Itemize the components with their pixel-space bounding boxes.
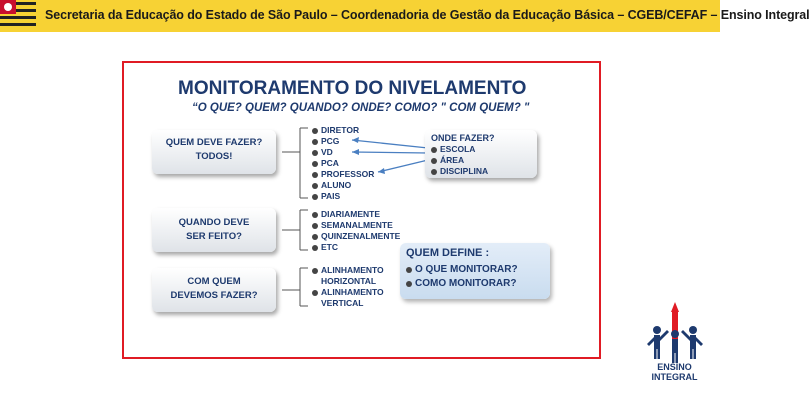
bullet-icon bbox=[406, 267, 412, 273]
bullet-icon bbox=[312, 268, 318, 274]
list-item: PAIS bbox=[312, 191, 374, 202]
logo-text bbox=[637, 362, 712, 382]
bullet-icon bbox=[312, 245, 318, 251]
when-box-line2: SER FEITO? bbox=[186, 231, 242, 242]
list-item: PCG bbox=[312, 136, 374, 147]
list-item: ALINHAMENTO bbox=[312, 265, 384, 276]
list-item: QUINZENALMENTE bbox=[312, 231, 400, 242]
header-bar bbox=[0, 0, 810, 32]
bullet-icon bbox=[312, 212, 318, 218]
who-box-line2: TODOS! bbox=[195, 151, 233, 162]
diagram-subtitle: “O QUE? QUEM? QUANDO? ONDE? COMO? " COM QUEM? " bbox=[192, 102, 530, 114]
list-item: ALUNO bbox=[312, 180, 374, 191]
list-item: DIARIAMENTE bbox=[312, 209, 400, 220]
with-whom-box-line2: DEVEMOS FAZER? bbox=[170, 290, 258, 301]
list-item: DIRETOR bbox=[312, 125, 374, 136]
bullet-icon bbox=[431, 169, 437, 175]
list-item: SEMANALMENTE bbox=[312, 220, 400, 231]
where-list bbox=[431, 133, 495, 177]
bullet-icon bbox=[312, 139, 318, 145]
list-item: PCA bbox=[312, 158, 374, 169]
list-item: ETC bbox=[312, 242, 400, 253]
logo-line2: INTEGRAL bbox=[651, 372, 698, 382]
quem-define-box bbox=[400, 243, 550, 299]
who-list bbox=[312, 125, 374, 202]
diagram-title: MONITORAMENTO DO NIVELAMENTO bbox=[178, 78, 527, 99]
bullet-icon bbox=[312, 290, 318, 296]
list-item: COMO MONITORAR? bbox=[406, 277, 518, 291]
bullet-icon bbox=[431, 158, 437, 164]
sao-paulo-flag-icon bbox=[0, 0, 36, 32]
list-item: VD bbox=[312, 147, 374, 158]
where-box bbox=[425, 130, 537, 178]
when-list bbox=[312, 209, 400, 253]
who-box-line1: QUEM DEVE FAZER? bbox=[165, 137, 263, 148]
with-whom-box bbox=[152, 268, 276, 312]
list-item: ALINHAMENTO bbox=[312, 287, 384, 298]
header-title: Secretaria da Educação do Estado de São Paulo – Coordenadoria de Gestão da Educação Básica – CGEB/CEFAF – Ensino Integral bbox=[45, 8, 810, 22]
bullet-icon bbox=[312, 161, 318, 167]
when-box bbox=[152, 208, 276, 252]
bullet-icon bbox=[312, 172, 318, 178]
list-item: ESCOLA bbox=[431, 144, 495, 155]
when-box-line1: QUANDO DEVE bbox=[178, 217, 250, 228]
who-box bbox=[152, 130, 276, 174]
bullet-icon bbox=[431, 147, 437, 153]
bullet-icon bbox=[312, 234, 318, 240]
logo-line1: ENSINO bbox=[657, 362, 692, 372]
with-whom-list bbox=[312, 265, 384, 309]
list-item: DISCIPLINA bbox=[431, 166, 495, 177]
bullet-icon bbox=[312, 183, 318, 189]
with-whom-box-line1: COM QUEM bbox=[187, 276, 241, 287]
bullet-icon bbox=[312, 150, 318, 156]
bullet-icon bbox=[312, 128, 318, 134]
list-item: O QUE MONITORAR? bbox=[406, 263, 518, 277]
list-item: PROFESSOR bbox=[312, 169, 374, 180]
quem-define-title: QUEM DEFINE : bbox=[406, 247, 490, 259]
bullet-icon bbox=[312, 194, 318, 200]
list-item: ÁREA bbox=[431, 155, 495, 166]
bullet-icon bbox=[312, 223, 318, 229]
list-item: VERTICAL bbox=[321, 298, 364, 308]
where-title: ONDE FAZER? bbox=[431, 133, 495, 143]
quem-define-list bbox=[406, 263, 518, 291]
bullet-icon bbox=[406, 281, 412, 287]
list-item: HORIZONTAL bbox=[321, 276, 377, 286]
